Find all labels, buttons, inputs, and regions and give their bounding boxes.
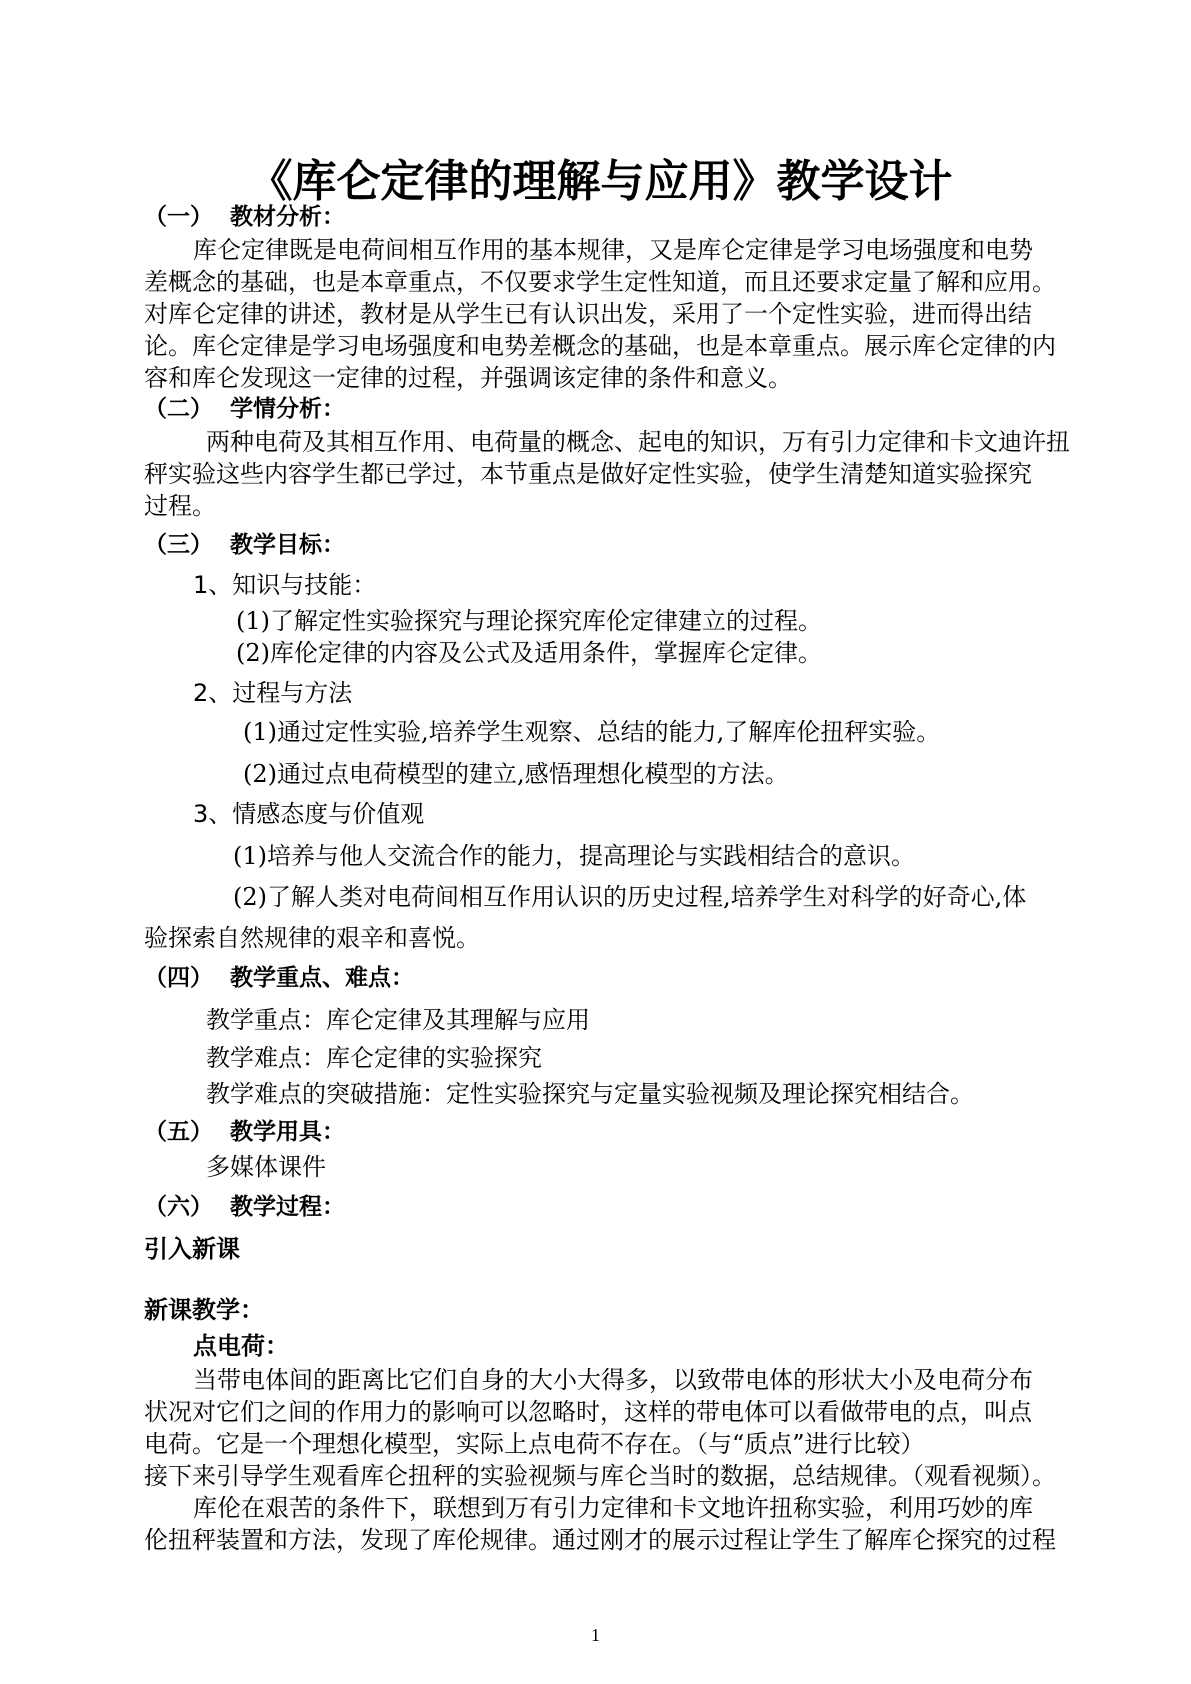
key-point-row xyxy=(206,1042,542,1074)
key-point-label: 教学重点： xyxy=(206,1006,326,1034)
objective-item: (2)通过点电荷模型的建立,感悟理想化模型的方法。 xyxy=(243,760,789,788)
objective-item-continuation: 验探索自然规律的艰辛和喜悦。 xyxy=(144,924,480,952)
key-point-text: 库仑定律及其理解与应用 xyxy=(326,1006,590,1034)
section-heading-key-points xyxy=(144,962,844,994)
section-label: 教学用具： xyxy=(230,1119,345,1145)
teaching-process-line: 电荷。它是一个理想化模型，实际上点电荷不存在。（与“质点”进行比较） xyxy=(144,1430,925,1458)
breakthrough-text: 定性实验探究与定量实验视频及理论探究相结合。 xyxy=(446,1080,974,1108)
new-lesson-heading: 新课教学： xyxy=(144,1296,264,1324)
section-label: 学情分析： xyxy=(230,396,345,422)
difficulty-label: 教学难点： xyxy=(206,1044,326,1072)
document-title: 《库仑定律的理解与应用》教学设计 xyxy=(248,156,953,207)
learning-analysis-line: 秤实验这些内容学生都已学过，本节重点是做好定性实验，使学生清楚知道实验探究 xyxy=(144,460,1032,488)
section-number: （五） xyxy=(144,1119,213,1145)
section-heading-objectives xyxy=(144,529,844,561)
section-label: 教学目标： xyxy=(230,532,345,558)
teaching-process-line: 伦扭秤装置和方法，发现了库伦规律。通过刚才的展示过程让学生了解库仑探究的过程 xyxy=(144,1526,1056,1554)
key-point-row xyxy=(206,1078,974,1110)
material-analysis-line: 差概念的基础，也是本章重点，不仅要求学生定性知道，而且还要求定量了解和应用。 xyxy=(144,268,1056,296)
material-analysis-line: 库仑定律既是电荷间相互作用的基本规律，又是库仑定律是学习电场强度和电势 xyxy=(193,236,1033,264)
section-label: 教学过程： xyxy=(230,1194,345,1220)
objective-item: (2)库伦定律的内容及公式及适用条件，掌握库仑定律。 xyxy=(236,639,822,667)
objective-item: (1)通过定性实验,培养学生观察、总结的能力,了解库伦扭秤实验。 xyxy=(243,718,941,746)
section-heading-teaching-process xyxy=(144,1191,844,1223)
intro-heading: 引入新课 xyxy=(144,1235,240,1263)
objective-item: (1)了解定性实验探究与理论探究库伦定律建立的过程。 xyxy=(236,607,822,635)
teaching-process-line: 当带电体间的距离比它们自身的大小大得多，以致带电体的形状大小及电荷分布 xyxy=(193,1366,1033,1394)
section-label: 教材分析： xyxy=(230,204,345,230)
section-number: （六） xyxy=(144,1194,213,1220)
section-heading-learning-analysis xyxy=(144,393,844,425)
section-number: （四） xyxy=(144,965,213,991)
objective-knowledge-heading: 1、知识与技能： xyxy=(193,571,377,599)
point-charge-heading: 点电荷： xyxy=(193,1332,289,1360)
objective-item: (1)培养与他人交流合作的能力，提高理论与实践相结合的意识。 xyxy=(233,842,915,870)
teaching-process-line: 库伦在艰苦的条件下，联想到万有引力定律和卡文地许扭称实验，利用巧妙的库 xyxy=(193,1494,1033,1522)
section-number: （三） xyxy=(144,532,213,558)
section-heading-material-analysis xyxy=(144,201,844,233)
material-analysis-line: 论。库仑定律是学习电场强度和电势差概念的基础，也是本章重点。展示库仑定律的内 xyxy=(144,332,1056,360)
difficulty-text: 库仑定律的实验探究 xyxy=(326,1044,542,1072)
objective-process-heading: 2、过程与方法 xyxy=(193,679,353,707)
objective-item: (2)了解人类对电荷间相互作用认识的历史过程,培养学生对科学的好奇心,体 xyxy=(233,883,1027,911)
breakthrough-label: 教学难点的突破措施： xyxy=(206,1080,446,1108)
section-number: （二） xyxy=(144,396,213,422)
teaching-process-line: 接下来引导学生观看库仑扭秤的实验视频与库仑当时的数据，总结规律。（观看视频）。 xyxy=(144,1462,1056,1490)
section-number: （一） xyxy=(144,204,213,230)
tools-text: 多媒体课件 xyxy=(206,1153,326,1181)
page-number: 1 xyxy=(591,1625,600,1645)
learning-analysis-line: 两种电荷及其相互作用、电荷量的概念、起电的知识，万有引力定律和卡文迪许扭 xyxy=(206,428,1070,456)
material-analysis-line: 对库仑定律的讲述，教材是从学生已有认识出发，采用了一个定性实验，进而得出结 xyxy=(144,300,1032,328)
section-heading-tools xyxy=(144,1116,844,1148)
objective-emotion-heading: 3、情感态度与价值观 xyxy=(193,800,425,828)
material-analysis-line: 容和库仑发现这一定律的过程，并强调该定律的条件和意义。 xyxy=(144,364,792,392)
teaching-process-line: 状况对它们之间的作用力的影响可以忽略时，这样的带电体可以看做带电的点，叫点 xyxy=(144,1398,1032,1426)
section-label: 教学重点、难点： xyxy=(230,965,414,991)
learning-analysis-line: 过程。 xyxy=(144,492,216,520)
key-point-row xyxy=(206,1004,590,1036)
